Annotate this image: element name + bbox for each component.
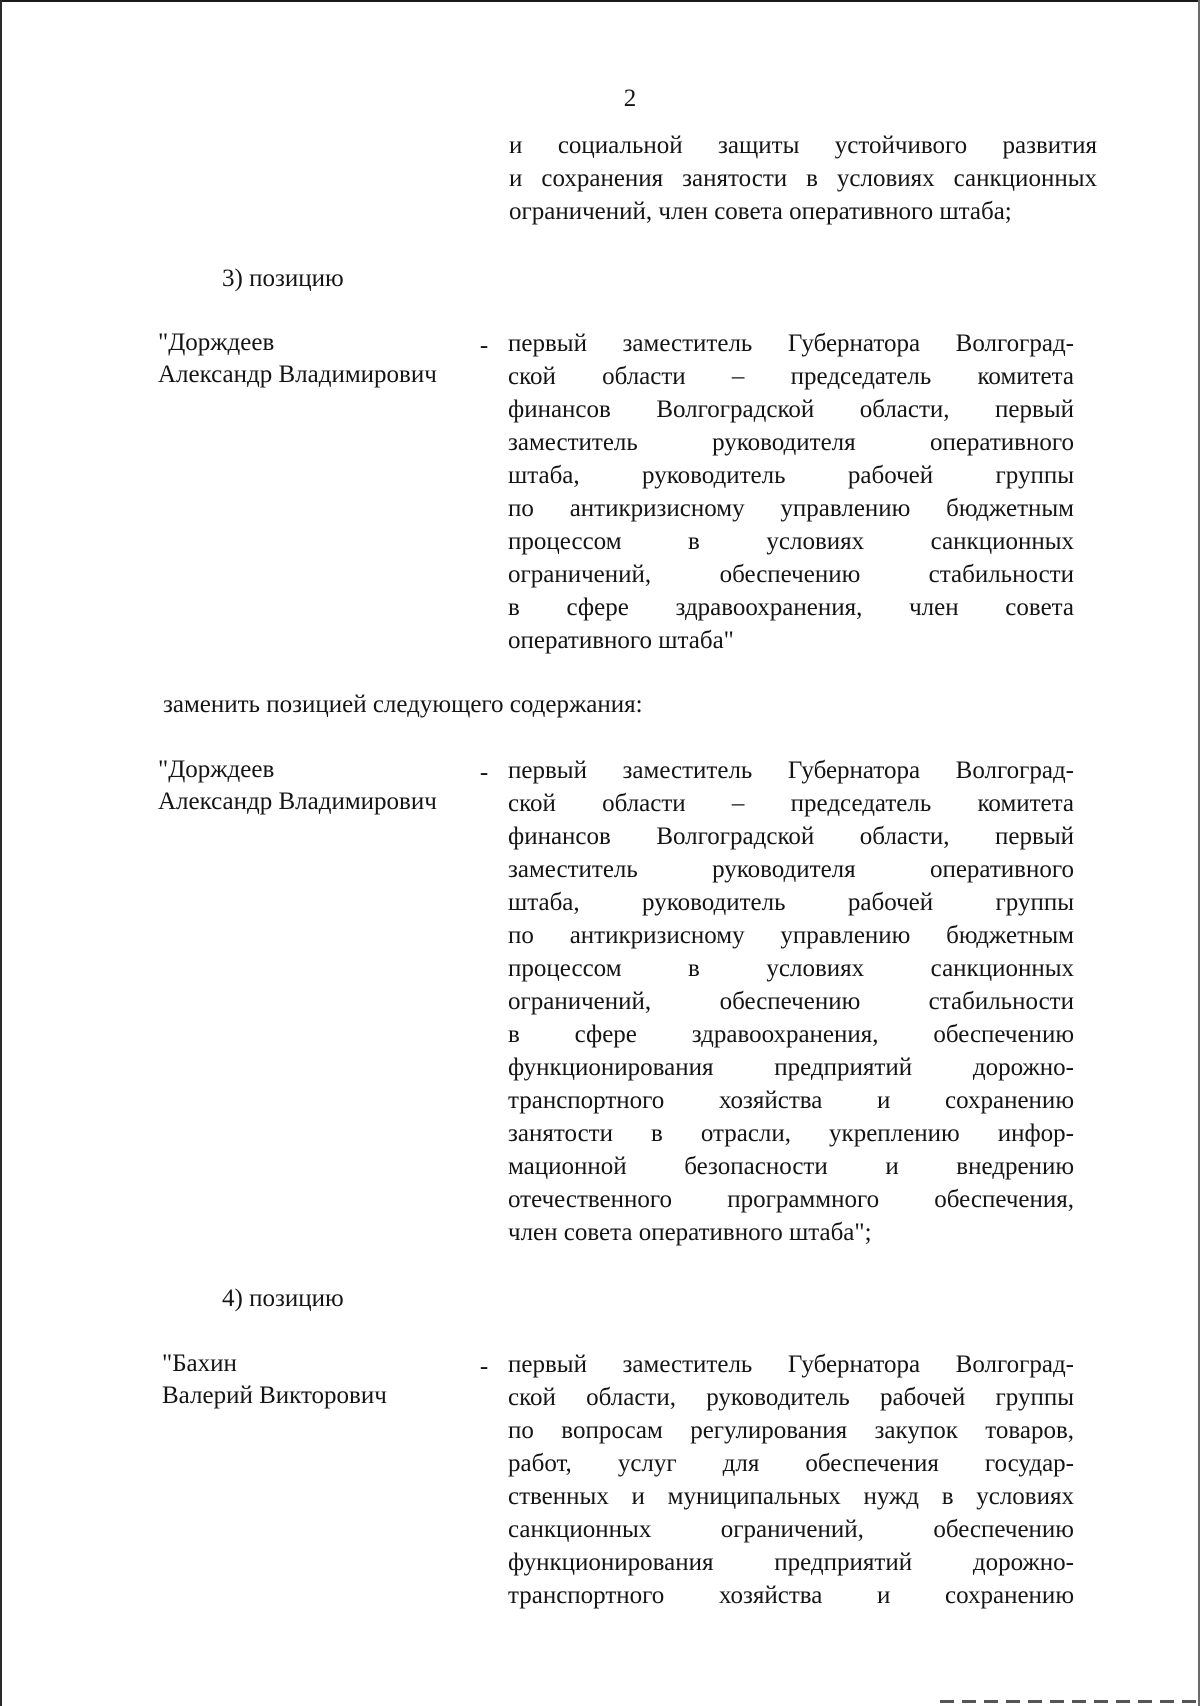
text-line: ственных и муниципальных нужд в условиях xyxy=(508,1483,1074,1510)
scan-edge-top xyxy=(0,0,1200,2)
text-line: занятости в отрасли, укреплению инфор- xyxy=(508,1120,1074,1147)
text-line: по вопросам регулирования закупок товаров, xyxy=(508,1417,1074,1444)
text-line: процессом в условиях санкционных xyxy=(508,955,1074,982)
text-line: функционирования предприятий дорожно- xyxy=(508,1549,1074,1576)
item-3-old-description xyxy=(508,327,1074,657)
text-line: в сфере здравоохранения, член совета xyxy=(508,594,1074,621)
item-4-old-person-name xyxy=(162,1348,387,1411)
text-line: ограничений, обеспечению стабильности xyxy=(508,561,1074,588)
page-number: 2 xyxy=(623,85,637,112)
entry-dash: - xyxy=(479,332,489,359)
text-line: ской области – председатель комитета xyxy=(508,363,1074,390)
text-line: транспортного хозяйства и сохранению xyxy=(508,1087,1074,1114)
item-3-old-person-name xyxy=(158,327,437,390)
text-line: штаба, руководитель рабочей группы xyxy=(508,889,1074,916)
item-3-new-description xyxy=(508,754,1074,1249)
person-given-names: Александр Владимирович xyxy=(158,787,437,815)
text-line: и социальной защиты устойчивого развития xyxy=(509,132,1097,159)
item-3-new-person-name xyxy=(158,754,437,817)
text-line: ской области – председатель комитета xyxy=(508,790,1074,817)
text-line: по антикризисному управлению бюджетным xyxy=(508,922,1074,949)
scan-edge-bottom xyxy=(940,1700,1200,1703)
replace-instruction: заменить позицией следующего содержания: xyxy=(163,691,643,718)
text-line: первый заместитель Губернатора Волгоград- xyxy=(508,757,1074,784)
person-surname: "Дорждеев xyxy=(158,756,275,783)
text-line: в сфере здравоохранения, обеспечению xyxy=(508,1021,1074,1048)
text-line: функционирования предприятий дорожно- xyxy=(508,1054,1074,1081)
scan-edge-left xyxy=(0,0,2,1706)
entry-dash: - xyxy=(479,759,489,786)
person-given-names: Валерий Викторович xyxy=(162,1381,387,1409)
continuation-paragraph xyxy=(509,130,1097,228)
text-line: отечественного программного обеспечения, xyxy=(508,1186,1074,1213)
item-3-label: 3) позицию xyxy=(222,265,344,292)
text-line: заместитель руководителя оперативного xyxy=(508,429,1074,456)
text-line: первый заместитель Губернатора Волгоград- xyxy=(508,1351,1074,1378)
text-line: финансов Волгоградской области, первый xyxy=(508,823,1074,850)
text-line: транспортного хозяйства и сохранению xyxy=(508,1582,1074,1609)
text-line: член совета оперативного штаба"; xyxy=(508,1219,872,1246)
text-line: заместитель руководителя оперативного xyxy=(508,856,1074,883)
text-line: финансов Волгоградской области, первый xyxy=(508,396,1074,423)
text-line: оперативного штаба" xyxy=(508,627,734,654)
text-line: ской области, руководитель рабочей группы xyxy=(508,1384,1074,1411)
text-line: ограничений, член совета оперативного штаба; xyxy=(509,197,1012,225)
text-line: ограничений, обеспечению стабильности xyxy=(508,988,1074,1015)
entry-dash: - xyxy=(479,1353,489,1380)
text-line: работ, услуг для обеспечения государ- xyxy=(508,1450,1074,1477)
text-line: санкционных ограничений, обеспечению xyxy=(508,1516,1074,1543)
text-line: процессом в условиях санкционных xyxy=(508,528,1074,555)
text-line: штаба, руководитель рабочей группы xyxy=(508,462,1074,489)
text-line: и сохранения занятости в условиях санкционных xyxy=(509,164,1097,192)
text-line: по антикризисному управлению бюджетным xyxy=(508,495,1074,522)
person-surname: "Дорждеев xyxy=(158,329,275,356)
person-surname: "Бахин xyxy=(162,1350,237,1377)
text-line: первый заместитель Губернатора Волгоград- xyxy=(508,330,1074,357)
item-4-label: 4) позицию xyxy=(222,1285,344,1312)
person-given-names: Александр Владимирович xyxy=(158,360,437,388)
text-line: мационной безопасности и внедрению xyxy=(508,1153,1074,1180)
item-4-old-description xyxy=(508,1348,1074,1612)
